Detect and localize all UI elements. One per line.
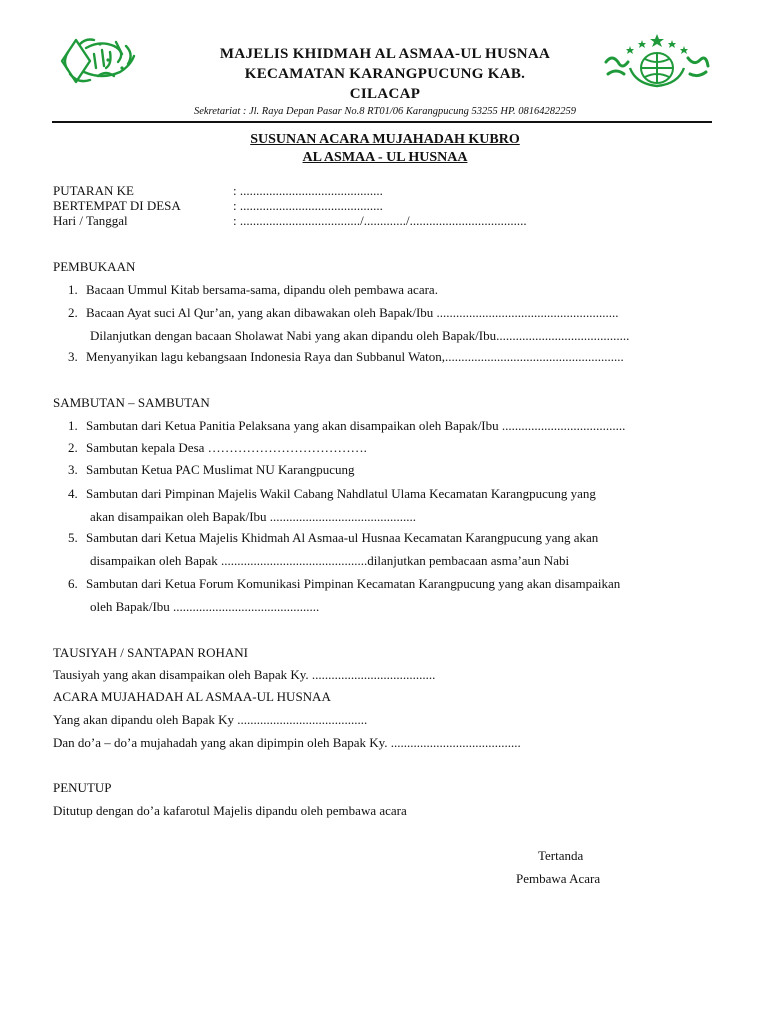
list-item: Sambutan dari Ketua Forum Komunikasi Pimpinan Kecamatan Karangpucung yang akan disampaikan — [86, 576, 621, 591]
list-number: 1. — [68, 282, 78, 297]
document-subtitle: AL ASMAA - UL HUSNAA — [302, 150, 468, 165]
list-item-continuation: oleh Bapak/Ibu ............................................. — [90, 599, 320, 614]
list-item: Sambutan dari Ketua Panitia Pelaksana yang akan disampaikan oleh Bapak/Ibu ...................................... — [86, 418, 626, 433]
list-item: Sambutan Ketua PAC Muslimat NU Karangpucung — [86, 462, 355, 477]
list-item-continuation: Dilanjutkan dengan bacaan Sholawat Nabi yang akan dipandu oleh Bapak/Ibu......................................... — [90, 328, 630, 343]
mujahadah-guide-line: Yang akan dipandu oleh Bapak Ky ........................................ — [53, 712, 368, 727]
list-item: Bacaan Ayat suci Al Qur’an, yang akan dibawakan oleh Bapak/Ibu ........................................................ — [86, 305, 619, 320]
field-label: Hari / Tanggal — [53, 213, 128, 228]
list-item: Sambutan dari Ketua Majelis Khidmah Al Asmaa-ul Husnaa Kecamatan Karangpucung yang akan — [86, 530, 599, 545]
list-item: Sambutan kepala Desa ………………………………. — [86, 440, 367, 455]
letterhead-divider — [52, 121, 712, 123]
field-value-blank: : ...................................../............./.................................... — [233, 213, 527, 228]
tausiyah-line: Tausiyah yang akan disampaikan oleh Bapak Ky. ...................................... — [53, 667, 436, 682]
list-number: 5. — [68, 530, 78, 545]
list-item: Sambutan dari Pimpinan Majelis Wakil Cabang Nahdlatul Ulama Kecamatan Karangpucung yang — [86, 486, 596, 501]
signature-role: Pembawa Acara — [516, 871, 601, 886]
list-number: 6. — [68, 576, 78, 591]
section-heading: ACARA MUJAHADAH AL ASMAA-UL HUSNAA — [53, 689, 331, 704]
field-label: BERTEMPAT DI DESA — [53, 198, 181, 213]
list-item-continuation: akan disampaikan oleh Bapak/Ibu ............................................. — [90, 509, 417, 524]
list-item-continuation: disampaikan oleh Bapak .............................................dilanjutkan pembacaan asma’aun Nabi — [90, 553, 570, 568]
list-item: Menyanyikan lagu kebangsaan Indonesia Raya dan Subbanul Waton,....................................................... — [86, 349, 624, 364]
document-title: SUSUNAN ACARA MUJAHADAH KUBRO — [250, 132, 520, 147]
secretariat-address: Sekretariat : Jl. Raya Depan Pasar No.8 RT01/06 Karangpucung 53255 HP. 08164282259 — [193, 106, 577, 117]
field-value-blank: : ............................................ — [233, 183, 383, 198]
list-number: 3. — [68, 349, 78, 364]
section-heading: TAUSIYAH / SANTAPAN ROHANI — [53, 645, 248, 660]
list-number: 4. — [68, 486, 78, 501]
list-number: 2. — [68, 305, 78, 320]
list-number: 3. — [68, 462, 78, 477]
field-label: PUTARAN KE — [53, 183, 134, 198]
organization-regency: CILACAP — [349, 86, 421, 102]
list-item: Bacaan Ummul Kitab bersama-sama, dipandu oleh pembawa acara. — [86, 282, 438, 297]
list-number: 2. — [68, 440, 78, 455]
penutup-line: Ditutup dengan do’a kafarotul Majelis dipandu oleh pembawa acara — [53, 803, 407, 818]
organization-name: MAJELIS KHIDMAH AL ASMAA-UL HUSNAA — [219, 46, 551, 62]
list-number: 1. — [68, 418, 78, 433]
field-value-blank: : ............................................ — [233, 198, 383, 213]
organization-district: KECAMATAN KARANGPUCUNG KAB. — [244, 66, 526, 82]
section-heading: SAMBUTAN – SAMBUTAN — [53, 395, 210, 410]
signature-label: Tertanda — [538, 848, 584, 863]
mujahadah-prayer-line: Dan do’a – do’a mujahadah yang akan dipimpin oleh Bapak Ky. ........................................ — [53, 735, 521, 750]
section-heading: PENUTUP — [53, 780, 112, 795]
majelis-khidmah-logo-icon — [56, 34, 140, 88]
section-heading: PEMBUKAAN — [53, 259, 136, 274]
